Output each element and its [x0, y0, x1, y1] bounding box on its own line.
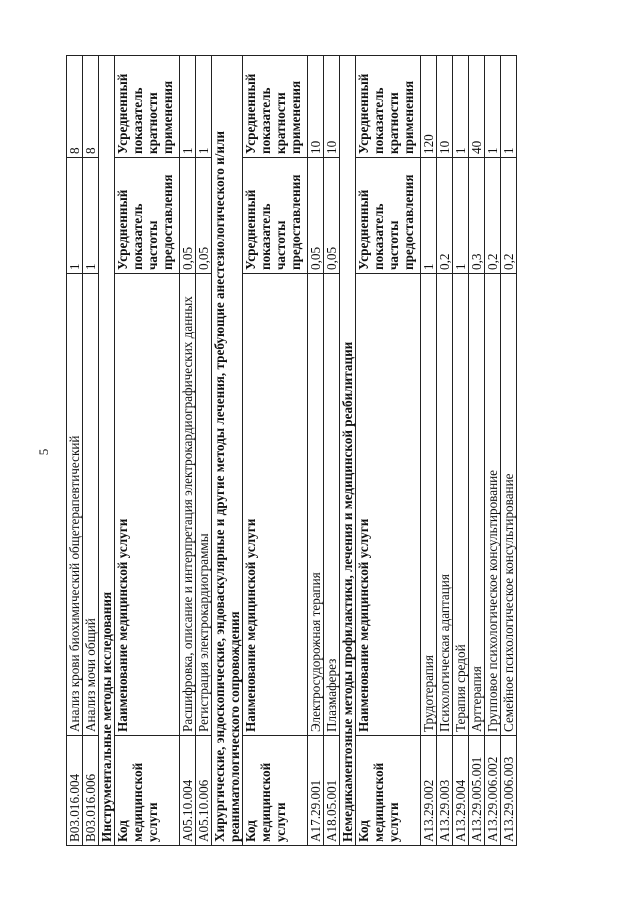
- table-row: [67, 56, 83, 846]
- header-frequency-cell: [243, 158, 308, 274]
- table-row: [501, 56, 517, 846]
- code-cell: A13.29.002: [421, 736, 437, 846]
- table-row: [421, 56, 437, 846]
- multiplicity-cell: 8: [67, 56, 83, 158]
- table-row: [485, 56, 501, 846]
- name-cell: Анализ мочи общий: [83, 274, 99, 736]
- table-row: [437, 56, 453, 846]
- code-cell: A18.05.001: [324, 736, 340, 846]
- frequency-cell: 0,05: [196, 158, 212, 274]
- table-row: [453, 56, 469, 846]
- header-text-line: предоставления: [160, 174, 175, 270]
- name-cell: Арттерапия: [469, 274, 485, 736]
- multiplicity-cell: 1: [180, 56, 196, 158]
- header-text-line: Код: [115, 820, 130, 842]
- header-name-cell: [356, 274, 421, 736]
- table-row: [180, 56, 196, 846]
- header-text-line: предоставления: [401, 174, 416, 270]
- table-header-row: [115, 56, 180, 846]
- frequency-cell: 0,05: [324, 158, 340, 274]
- header-text-line: кратности: [145, 92, 160, 154]
- header-text-line: Усредненный: [356, 73, 371, 154]
- frequency-cell: 0,05: [180, 158, 196, 274]
- header-text-line: Наименование медицинской услуги: [243, 518, 258, 732]
- code-cell: A13.29.003: [437, 736, 453, 846]
- header-text-line: частоты: [145, 220, 160, 270]
- multiplicity-cell: 1: [485, 56, 501, 158]
- header-text-line: кратности: [273, 92, 288, 154]
- header-text-line: услуги: [273, 802, 288, 842]
- multiplicity-cell: 1: [196, 56, 212, 158]
- multiplicity-cell: 1: [501, 56, 517, 158]
- table-row: [469, 56, 485, 846]
- name-cell: Терапия средой: [453, 274, 469, 736]
- medical-services-table: [66, 55, 517, 846]
- frequency-cell: 1: [83, 158, 99, 274]
- name-cell: Семейное психологическое консультирование: [501, 274, 517, 736]
- frequency-cell: 0,2: [501, 158, 517, 274]
- multiplicity-cell: 8: [83, 56, 99, 158]
- header-text-line: Усредненный: [356, 189, 371, 270]
- header-code-cell: [243, 736, 308, 846]
- frequency-cell: 0,3: [469, 158, 485, 274]
- section-title: Хирургические, эндоскопические, эндоваскулярные и другие методы лечения, требующие анестезиологического и/или реаниматологического сопровождения: [212, 56, 243, 846]
- header-multiplicity-cell: [115, 56, 180, 158]
- frequency-cell: 0,05: [308, 158, 324, 274]
- header-text-line: услуги: [145, 802, 160, 842]
- header-text-line: Усредненный: [115, 189, 130, 270]
- header-text-line: медицинской: [130, 762, 145, 842]
- header-text-line: медицинской: [258, 762, 273, 842]
- header-text-line: Усредненный: [115, 73, 130, 154]
- header-text-line: частоты: [386, 220, 401, 270]
- section-title-row: [340, 56, 356, 846]
- code-cell: A13.29.004: [453, 736, 469, 846]
- document-body: [66, 56, 586, 846]
- code-cell: A13.29.005.001: [469, 736, 485, 846]
- header-text-line: кратности: [386, 92, 401, 154]
- header-text-line: применения: [401, 80, 416, 154]
- multiplicity-cell: 40: [469, 56, 485, 158]
- header-text-line: показатель: [371, 203, 386, 270]
- frequency-cell: 1: [453, 158, 469, 274]
- frequency-cell: 0,2: [437, 158, 453, 274]
- table-row: [196, 56, 212, 846]
- header-code-cell: [356, 736, 421, 846]
- section-title: Немедикаментозные методы профилактики, лечения и медицинской реабилитации: [340, 56, 356, 846]
- name-cell: Плазмаферез: [324, 274, 340, 736]
- code-cell: B03.016.006: [83, 736, 99, 846]
- header-text-line: показатель: [130, 203, 145, 270]
- section-title: Инструментальные методы исследования: [99, 56, 115, 846]
- header-text-line: Наименование медицинской услуги: [356, 518, 371, 732]
- header-text-line: Код: [356, 820, 371, 842]
- header-multiplicity-cell: [243, 56, 308, 158]
- multiplicity-cell: 1: [453, 56, 469, 158]
- header-multiplicity-cell: [356, 56, 421, 158]
- multiplicity-cell: 10: [437, 56, 453, 158]
- header-text-line: показатель: [130, 87, 145, 154]
- header-text-line: Код: [243, 820, 258, 842]
- page-number: 5: [36, 448, 51, 456]
- name-cell: Анализ крови биохимический общетерапевтический: [67, 274, 83, 736]
- header-text-line: показатель: [371, 87, 386, 154]
- name-cell: Психологическая адаптация: [437, 274, 453, 736]
- section-title-row: [99, 56, 115, 846]
- code-cell: A05.10.006: [196, 736, 212, 846]
- header-text-line: услуги: [386, 802, 401, 842]
- code-cell: A13.29.006.003: [501, 736, 517, 846]
- code-cell: B03.016.004: [67, 736, 83, 846]
- header-name-cell: [243, 274, 308, 736]
- name-cell: Регистрация электрокардиограммы: [196, 274, 212, 736]
- table-header-row: [243, 56, 308, 846]
- name-cell: Групповое психологическое консультирование: [485, 274, 501, 736]
- multiplicity-cell: 120: [421, 56, 437, 158]
- multiplicity-cell: 10: [324, 56, 340, 158]
- frequency-cell: 0,2: [485, 158, 501, 274]
- header-text-line: Усредненный: [243, 73, 258, 154]
- header-text-line: Усредненный: [243, 189, 258, 270]
- header-text-line: применения: [160, 80, 175, 154]
- name-cell: Электросудорожная терапия: [308, 274, 324, 736]
- table-row: [83, 56, 99, 846]
- table-header-row: [356, 56, 421, 846]
- header-text-line: применения: [288, 80, 303, 154]
- header-frequency-cell: [356, 158, 421, 274]
- header-text-line: частоты: [273, 220, 288, 270]
- section-title-row: [212, 56, 243, 846]
- header-frequency-cell: [115, 158, 180, 274]
- name-cell: Расшифровка, описание и интерпретация электрокардиографических данных: [180, 274, 196, 736]
- frequency-cell: 1: [421, 158, 437, 274]
- header-text-line: предоставления: [288, 174, 303, 270]
- code-cell: A05.10.004: [180, 736, 196, 846]
- table-row: [324, 56, 340, 846]
- header-code-cell: [115, 736, 180, 846]
- header-text-line: медицинской: [371, 762, 386, 842]
- frequency-cell: 1: [67, 158, 83, 274]
- code-cell: A13.29.006.002: [485, 736, 501, 846]
- header-text-line: показатель: [258, 203, 273, 270]
- header-text-line: показатель: [258, 87, 273, 154]
- table-row: [308, 56, 324, 846]
- multiplicity-cell: 10: [308, 56, 324, 158]
- header-name-cell: [115, 274, 180, 736]
- code-cell: A17.29.001: [308, 736, 324, 846]
- name-cell: Трудотерапия: [421, 274, 437, 736]
- header-text-line: Наименование медицинской услуги: [115, 518, 130, 732]
